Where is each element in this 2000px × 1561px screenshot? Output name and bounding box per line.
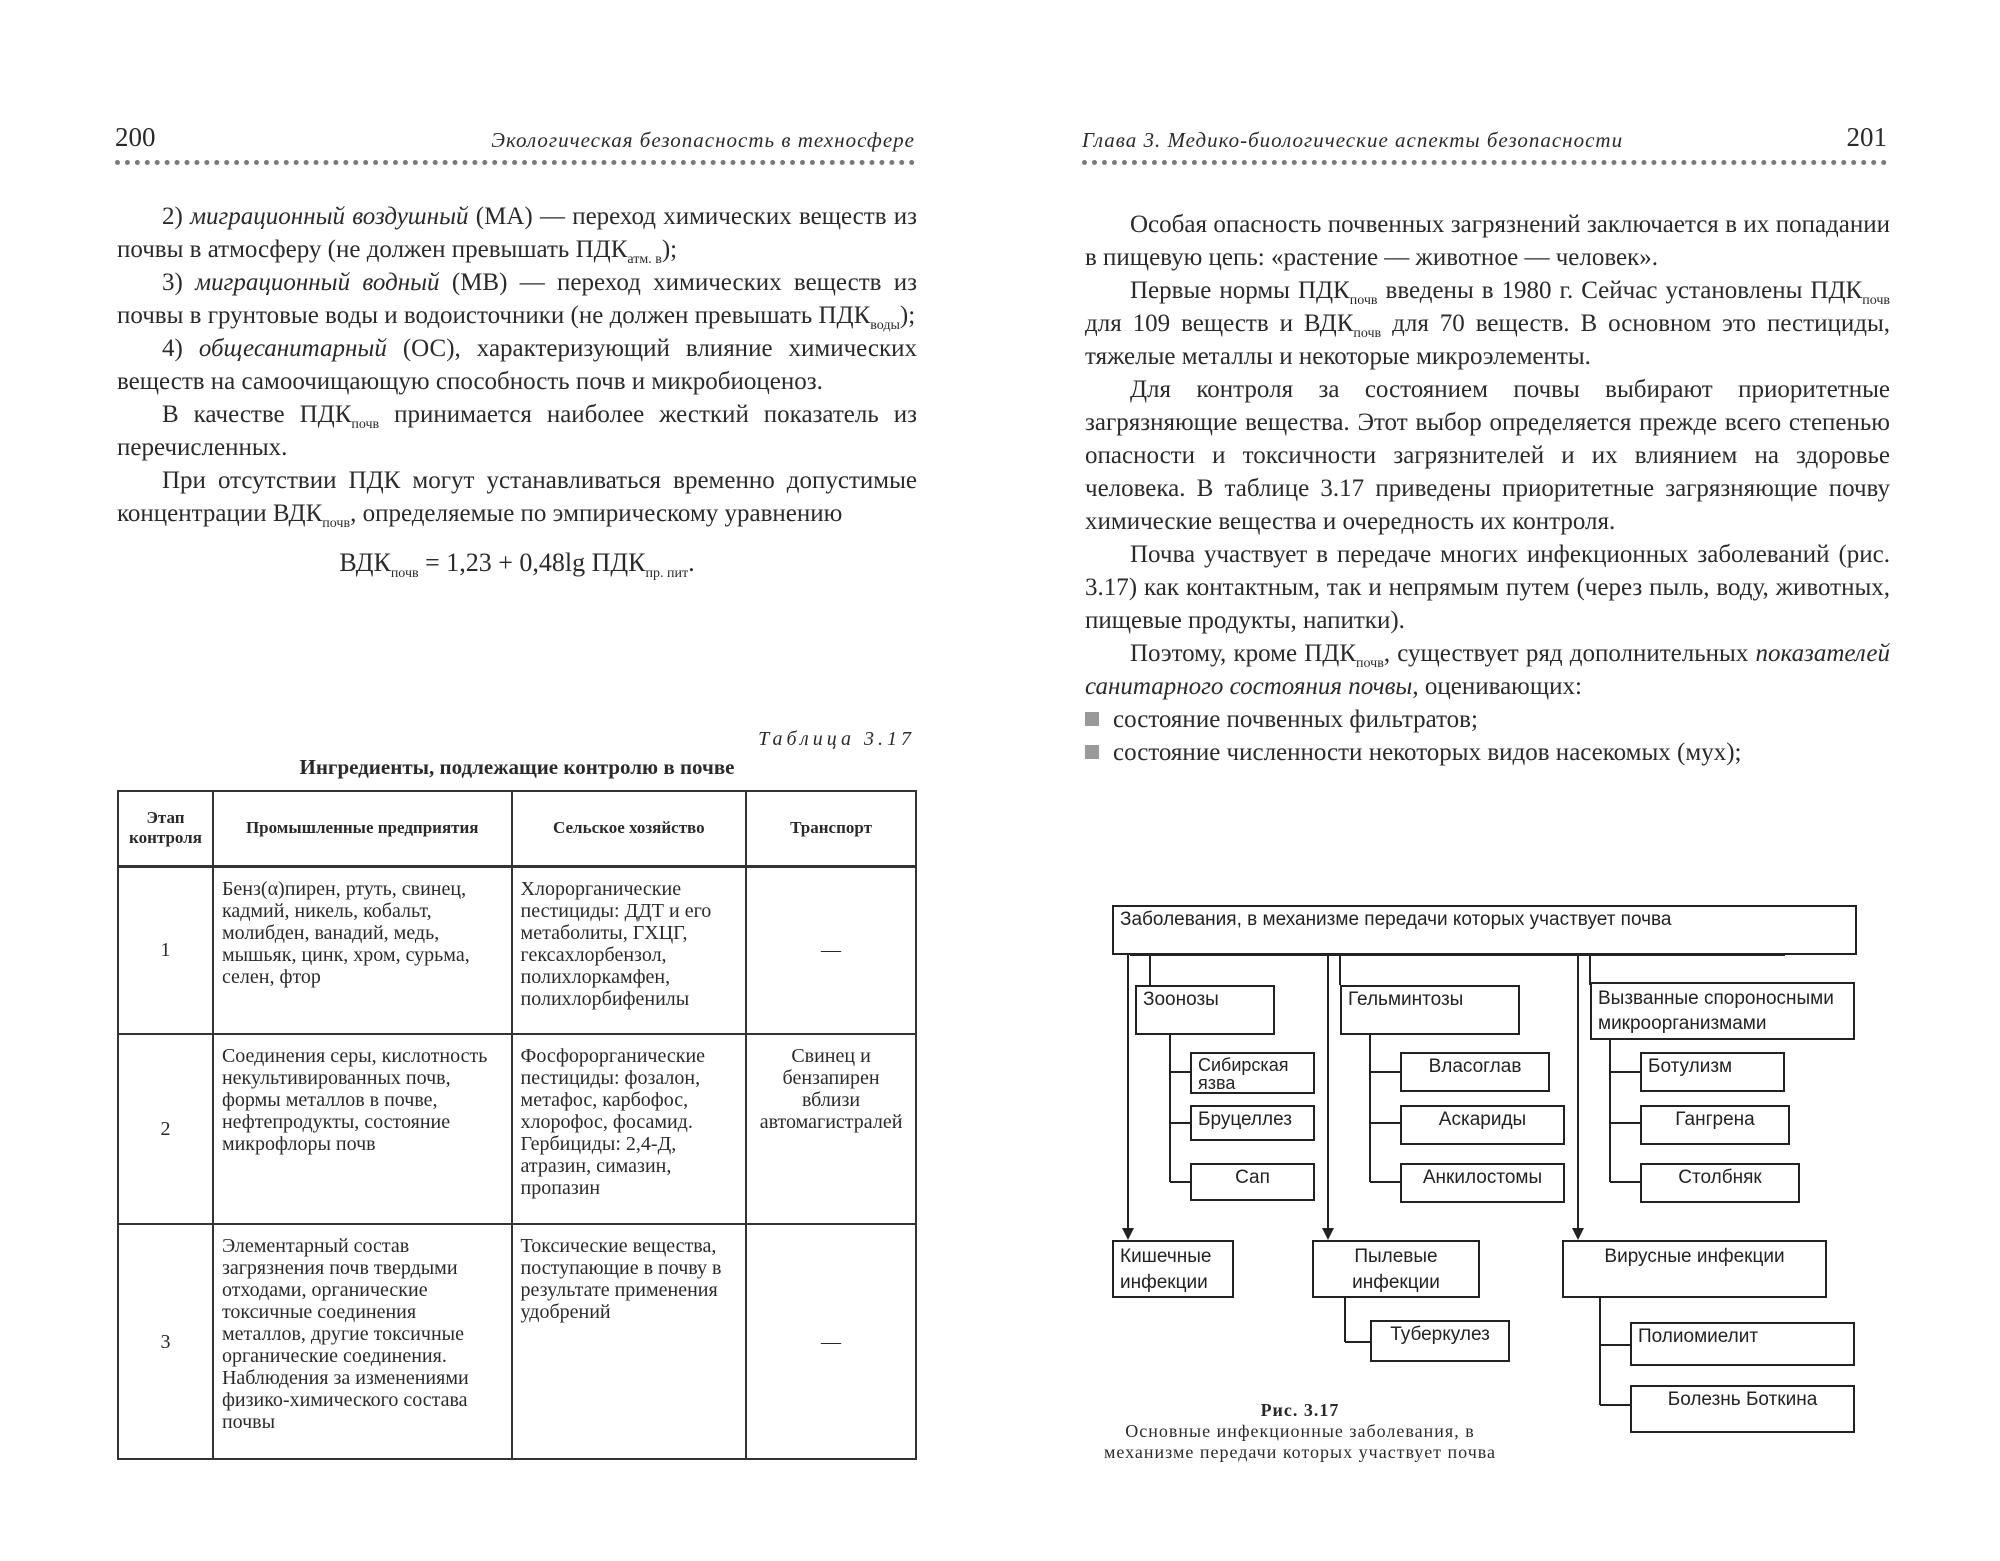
figure-caption-text: Основные инфекционные заболевания, в механизме передачи которых участвует почва xyxy=(1103,1421,1497,1462)
cell-agriculture: Токсические вещества, поступающие в почву в результате применения удобрений xyxy=(512,1224,747,1459)
page-number: 200 xyxy=(115,122,156,152)
cell-industry: Бенз(α)пирен, ртуть, свинец, кадмий, никель, кобальт, молибден, ванадий, медь, мышьяк, цинк, хром, сурьма, селен, фтор xyxy=(213,866,512,1034)
diagram-bottom-viral: Вирусные инфекции xyxy=(1562,1240,1827,1298)
table-caption: Ингредиенты, подлежащие контролю в почве xyxy=(299,755,735,779)
diagram-group-helminths: Гельминтозы xyxy=(1340,985,1520,1035)
diagram-group-spore: Вызванные спороносными микроорганизмами xyxy=(1590,982,1855,1040)
diagram-item: Власоглав xyxy=(1400,1052,1550,1092)
figure-number: Рис. 3.17 xyxy=(1260,1400,1340,1420)
diagram-item: Сап xyxy=(1190,1163,1315,1201)
table-label: Таблица 3.17 xyxy=(758,728,915,750)
right-page xyxy=(1000,0,2000,1561)
formula: $ВДК_{почв} = 1,23 + 0,48\lg$ $ПДК_{пр. пит}$. xyxy=(339,548,695,581)
diagram-item: Туберкулез xyxy=(1370,1320,1510,1362)
cell-transport: — xyxy=(746,866,916,1034)
col-header-transport: Транспорт xyxy=(746,791,916,866)
paragraph-vdk: При отсутствии ПДК могут устанавливаться временно допустимые концентрации $ВДК_{почв}$, определяемые по эмпирическому уравнению xyxy=(117,467,917,531)
table-row xyxy=(118,866,916,1034)
table-header-row xyxy=(118,791,916,866)
cell-transport: Свинец и бензапирен вблизи автомагистралей xyxy=(746,1034,916,1224)
paragraph-control: Для контроля за состоянием почвы выбирают приоритетные загрязняющие вещества. Этот выбор определяется прежде всего степенью опасности и токсичности загрязнителей и их влиянием на здоровье человека. В таблице 3.17 приведены приоритетные загрязняющие почву химические вещества и очередность их контроля. xyxy=(1085,376,1890,535)
diagram-item: Аскариды xyxy=(1400,1105,1565,1145)
diagram-top-box: Заболевания, в механизме передачи которых участвует почва xyxy=(1112,905,1857,955)
diagram-item: Анкилостомы xyxy=(1400,1163,1565,1203)
paragraph-ma: 2) миграционный воздушный (МА) — переход химических веществ из почвы в атмосферу (не должен превышать $ПДК_{атм. в}$); xyxy=(117,203,918,267)
page-number: 201 xyxy=(1846,122,1887,152)
diagram-item: Полиомиелит xyxy=(1630,1322,1855,1366)
left-body-text xyxy=(117,200,917,597)
cell-stage: 1 xyxy=(118,866,213,1034)
cell-industry: Элементарный состав загрязнения почв твердыми отходами, органические токсичные соединения металлов, другие токсичные органические соединения. Наблюдения за изменениями физико-химического состава почвы xyxy=(213,1224,512,1459)
running-title: Экологическая безопасность в техносфере xyxy=(491,128,915,152)
cell-stage: 2 xyxy=(118,1034,213,1224)
cell-agriculture: Хлорорганические пестициды: ДДТ и его метаболиты, ГХЦГ, гексахлорбензол, полихлоркамфен, полихлорбифенилы xyxy=(512,866,747,1034)
figure-caption xyxy=(1080,1400,1520,1463)
cell-industry: Соединения серы, кислотность некультивированных почв, формы металлов в почве, нефтепродукты, состояние микрофлоры почв xyxy=(213,1034,512,1224)
running-title: Глава 3. Медико-биологические аспекты безопасности xyxy=(1082,128,1624,152)
list-item: состояние почвенных фильтратов; xyxy=(1085,703,1890,736)
col-header-agriculture: Сельское хозяйство xyxy=(512,791,747,866)
diagram-item: Ботулизм xyxy=(1640,1052,1785,1092)
diagram-item: Столбняк xyxy=(1640,1163,1800,1203)
paragraph-norms: Первые нормы $ПДК_{почв}$ введены в 1980 г. Сейчас установлены $ПДК_{почв}$ для 109 веществ и $ВДК_{почв}$ для 70 веществ. В основном это пестициды, тяжелые металлы и некоторые микроэлементы. xyxy=(1085,277,1890,370)
paragraph-pdk: В качестве $ПДК_{почв}$ принимается наиболее жесткий показатель из перечисленных. xyxy=(117,401,918,461)
list-item: состояние численности некоторых видов насекомых (мух); xyxy=(1085,736,1890,769)
diagram-bottom-dust: Пылевые инфекции xyxy=(1312,1240,1480,1298)
paragraph-indicators: Поэтому, кроме $ПДК_{почв}$, существует ряд дополнительных показателей санитарного состояния почвы, оценивающих: xyxy=(1085,640,1890,700)
diagram-item: Сибирская язва xyxy=(1190,1052,1315,1094)
cell-agriculture: Фосфорорганические пестициды: фозалон, метафос, карбофос, хлорофос, фосамид. Гербициды: 2,4-Д, атразин, симазин, пропазин xyxy=(512,1034,747,1224)
diagram-bottom-intestinal: Кишечные инфекции xyxy=(1112,1240,1234,1298)
left-page-header xyxy=(115,120,915,165)
diagram-item: Болезнь Боткина xyxy=(1630,1385,1855,1433)
paragraph-infection: Почва участвует в передаче многих инфекционных заболеваний (рис. 3.17) как контактным, так и непрямым путем (через пыль, воду, животных, пищевые продукты, напитки). xyxy=(1085,541,1890,634)
table-row xyxy=(118,1034,916,1224)
paragraph-danger: Особая опасность почвенных загрязнений заключается в их попадании в пищевую цепь: «растение — животное — человек». xyxy=(1085,211,1890,271)
table-row xyxy=(118,1224,916,1459)
diagram-item: Гангрена xyxy=(1640,1105,1790,1145)
col-header-stage: Этап контроля xyxy=(118,791,213,866)
cell-stage: 3 xyxy=(118,1224,213,1459)
diagram-group-zoonoses: Зоонозы xyxy=(1135,985,1275,1035)
diagram-item: Бруцеллез xyxy=(1190,1105,1315,1141)
col-header-industry: Промышленные предприятия xyxy=(213,791,512,866)
ingredients-table xyxy=(117,790,917,1460)
cell-transport: — xyxy=(746,1224,916,1459)
paragraph-os: 4) общесанитарный (ОС), характеризующий влияние химических веществ на самоочищающую способность почв и микробиоценоз. xyxy=(117,335,918,395)
paragraph-mv: 3) миграционный водный (МВ) — переход химических веществ из почвы в грунтовые воды и водоисточники (не должен превышать $ПДК_{воды}$); xyxy=(117,269,918,333)
